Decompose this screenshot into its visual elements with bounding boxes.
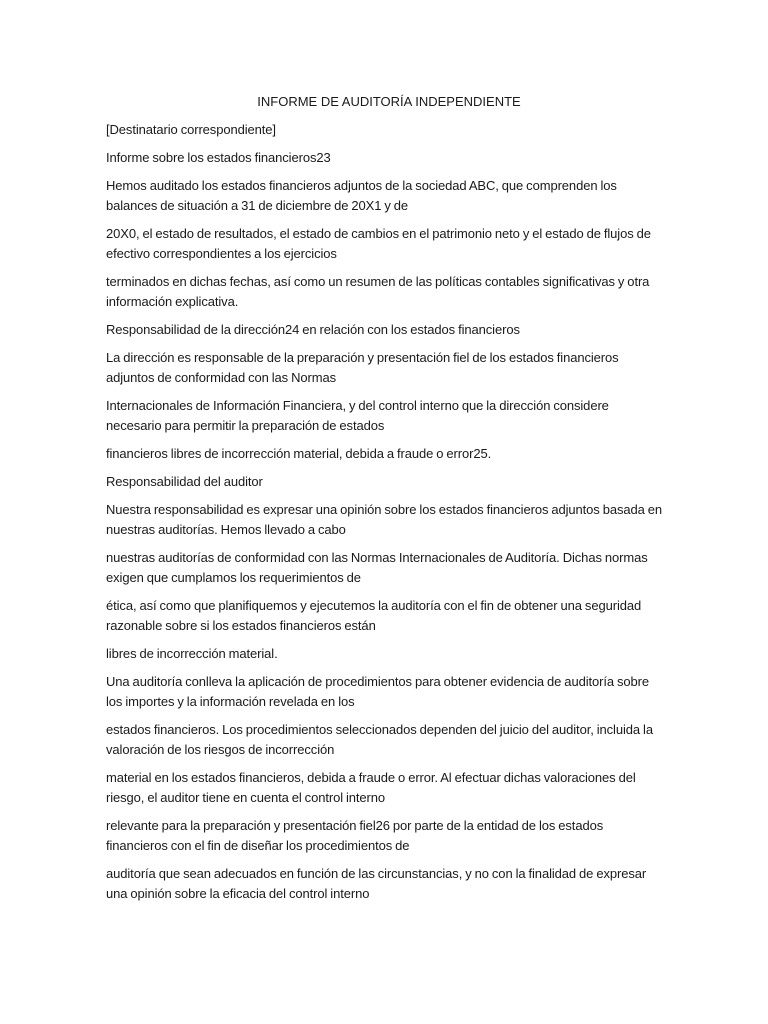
paragraph: La dirección es responsable de la preparación y presentación fiel de los estados financieros adjuntos de conformidad con las Normas [106, 350, 619, 385]
paragraph: material en los estados financieros, debida a fraude o error. Al efectuar dichas valoraciones del riesgo, el auditor tiene en cuenta el control interno [106, 770, 636, 805]
section-heading-report: Informe sobre los estados financieros23 [106, 150, 331, 165]
paragraph: terminados en dichas fechas, así como un resumen de las políticas contables significativas y otra información explicativa. [106, 274, 650, 309]
paragraph: relevante para la preparación y presentación fiel26 por parte de la entidad de los estados financieros con el fin de diseñar los procedimientos de [106, 818, 604, 853]
recipient-line: [Destinatario correspondiente] [106, 122, 276, 137]
document-title: INFORME DE AUDITORÍA INDEPENDIENTE [257, 94, 521, 109]
paragraph: Hemos auditado los estados financieros adjuntos de la sociedad ABC, que comprenden los balances de situación a 31 de diciembre de 20X1 y de [106, 178, 617, 213]
section-heading-management: Responsabilidad de la dirección24 en relación con los estados financieros [106, 322, 520, 337]
paragraph: Internacionales de Información Financiera, y del control interno que la dirección considere necesario para permitir la preparación de estados [106, 398, 609, 433]
paragraph: estados financieros. Los procedimientos seleccionados dependen del juicio del auditor, incluida la valoración de los riesgos de incorrección [106, 722, 653, 757]
paragraph: auditoría que sean adecuados en función de las circunstancias, y no con la finalidad de expresar una opinión sobre la eficacia del control interno [106, 866, 647, 901]
paragraph: financieros libres de incorrección material, debida a fraude o error25. [106, 446, 492, 461]
section-heading-auditor: Responsabilidad del auditor [106, 474, 263, 489]
document-body [106, 92, 666, 912]
paragraph: 20X0, el estado de resultados, el estado de cambios en el patrimonio neto y el estado de flujos de efectivo correspondientes a los ejercicios [106, 226, 651, 261]
paragraph: ética, así como que planifiquemos y ejecutemos la auditoría con el fin de obtener una seguridad razonable sobre si los estados financieros están [106, 598, 642, 633]
paragraph: Nuestra responsabilidad es expresar una opinión sobre los estados financieros adjuntos basada en nuestras auditorías. Hemos llevado a cabo [106, 502, 663, 537]
paragraph: nuestras auditorías de conformidad con las Normas Internacionales de Auditoría. Dichas normas exigen que cumplamos los requerimientos de [106, 550, 648, 585]
paragraph: libres de incorrección material. [106, 646, 278, 661]
paragraph: Una auditoría conlleva la aplicación de procedimientos para obtener evidencia de auditoría sobre los importes y la información revelada en los [106, 674, 650, 709]
